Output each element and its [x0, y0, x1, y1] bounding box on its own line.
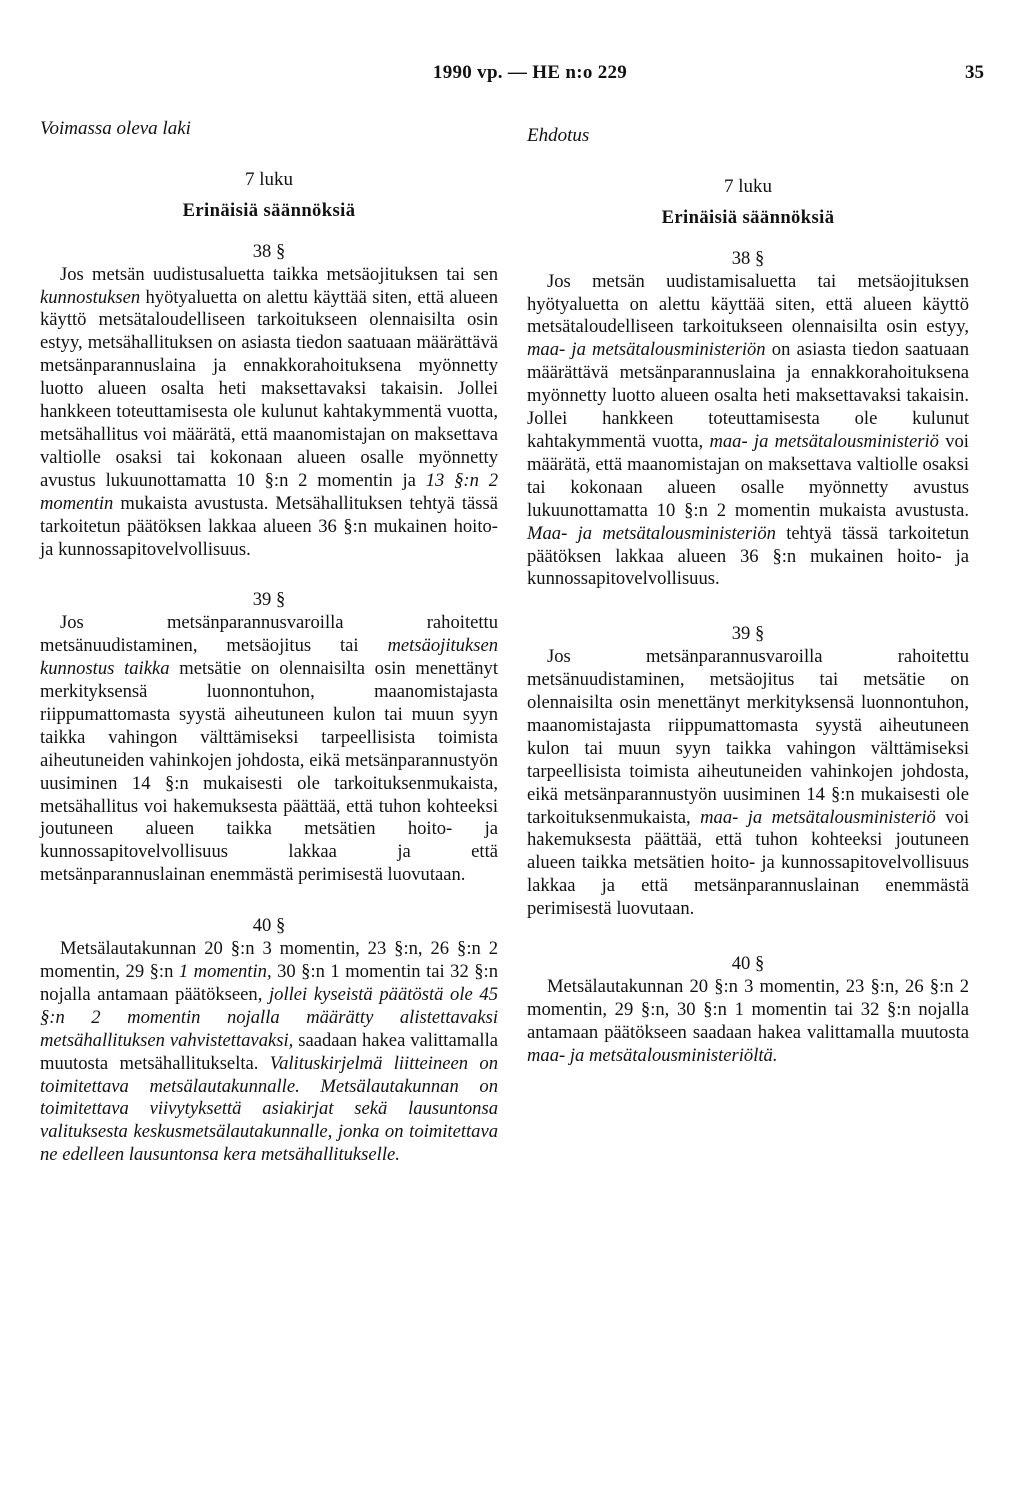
section-38-text: Jos metsän uudistusaluetta taikka metsäojituksen tai sen kunnostuksen hyötyaluetta on alettu käyttää siten, että alueen käyttö metsätaloudelliseen tarkoitukseen olennaisilta osin estyy, metsähallituksen on asiasta tiedon saatuaan määrättävä metsänparannuslaina ja ennakkorahoituksena myönnetty luotto alueen osalta heti maksettavaksi takaisin. Jollei hankkeen toteuttamisesta ole kulunut kahtakymmentä vuotta, metsähallitus voi määrätä, että maanomistajan on maksettava valtiolle osaksi tai kokonaan alueen osalle myönnetty avustus lukuunottamatta 10 §:n 2 momentin ja 13 §:n 2 momentin mukaista avustusta. Metsähallituksen tehtyä tässä tarkoitetun päätöksen lakkaa alueen 36 §:n mukainen hoito- ja kunnossapitovelvollisuus.	[40, 263, 499, 560]
chapter-title: Erinäisiä säännöksiä	[661, 206, 835, 228]
proposal-column	[527, 118, 969, 1068]
section-40-number: 40 §	[252, 915, 286, 937]
chapter-title: Erinäisiä säännöksiä	[182, 199, 356, 221]
page-number: 35	[965, 62, 984, 83]
section-38-number: 38 §	[252, 240, 286, 262]
section-39-text: Jos metsänparannusvaroilla rahoitettu metsänuudistaminen, metsäojitus tai metsätie on olennaisilta osin menettänyt merkityksensä luonnontuhon, maanomistajasta riippumattomasta syystä aiheutuneen kulon tai muun syyn taikka vahingon välttämiseksi tarpeellisista toimista aiheutuneiden vahinkojen johdosta, eikä metsänparannustyön uusiminen 14 §:n mukaisesti ole tarkoituksenmukaista, maa- ja metsätalousministeriö voi hakemuksesta päättää, että tuhon kohteeksi joutuneen alueen taikka metsätien hoito- ja kunnossapitovelvollisuus lakkaa ja että metsänparannuslainan enemmästä perimisestä luovutaan.	[527, 646, 969, 920]
section-39-text: Jos metsänparannusvaroilla rahoitettu metsänuudistaminen, metsäojitus tai metsäojituksen kunnostus taikka metsätie on olennaisilta osin menettänyt merkityksensä luonnontuhon, maanomistajasta riippumattomasta syystä aiheutuneen kulon tai muun syyn taikka vahingon välttämiseksi tarpeellisista toimista aiheutuneiden vahinkojen johdosta, eikä metsänparannustyön uusiminen 14 §:n mukaisesti ole tarkoituksenmukaista, metsähallitus voi hakemuksesta päättää, että tuhon kohteeksi joutuneen alueen taikka metsätien hoito- ja kunnossapitovelvollisuus lakkaa ja että metsänparannuslainan enemmästä perimisestä luovutaan.	[40, 612, 498, 886]
column-heading-proposal: Ehdotus	[527, 125, 590, 146]
section-38-text: Jos metsän uudistamisaluetta tai metsäojituksen hyötyaluetta on alettu käyttää siten, että alueen käyttö metsätaloudelliseen tarkoitukseen olennaisilta osin estyy, maa- ja metsätalousministeriön on asiasta tiedon saatuaan määrättävä metsänparannuslaina ja ennakkorahoituksena myönnetty luotto alueen osalta heti maksettavaksi takaisin. Jollei hankkeen toteuttamisesta ole kulunut kahtakymmentä vuotta, maa- ja metsätalousministeriö voi määrätä, että maanomistajan on maksettava valtiolle osaksi tai kokonaan alueen osalle myönnetty avustus lukuunottamatta 10 §:n 2 momentin mukaista avustusta. Maa- ja metsätalousministeriön tehtyä tässä tarkoitetun päätöksen lakkaa alueen 36 §:n mukainen hoito- ja kunnossapitovelvollisuus.	[527, 270, 969, 590]
section-40-number: 40 §	[731, 953, 765, 975]
document-reference: 1990 vp. — HE n:o 229	[432, 62, 628, 83]
section-39-number: 39 §	[252, 589, 286, 611]
section-40-text: Metsälautakunnan 20 §:n 3 momentin, 23 §:n, 26 §:n 2 momentin, 29 §:n 1 momentin, 30 §:n 1 momentin tai 32 §:n nojalla antamaan päätökseen, jollei kyseistä päätöstä ole 45 §:n 2 momentin nojalla määrätty alistettavaksi metsähallituksen vahvistettavaksi, saadaan hakea valittamalla muutosta metsähallitukselta. Valituskirjelmä liitteineen on toimitettava metsälautakunnalle. Metsälautakunnan on toimitettava viivytyksettä asiakirjat sekä lausuntonsa valituksesta keskusmetsälautakunnalle, jonka on toimitettava ne edelleen lausuntonsa kera metsähallitukselle.	[40, 938, 499, 1166]
chapter-number: 7 luku	[723, 175, 773, 197]
chapter-number: 7 luku	[244, 168, 294, 190]
section-39-number: 39 §	[731, 623, 765, 645]
column-heading-current-law: Voimassa oleva laki	[40, 118, 191, 139]
section-40-text: Metsälautakunnan 20 §:n 3 momentin, 23 §:n, 26 §:n 2 momentin, 29 §:n, 30 §:n 1 momentin tai 32 §:n nojalla antamaan päätökseen saadaan hakea valittamalla muutosta maa- ja metsätalousministeriöltä.	[527, 976, 969, 1066]
current-law-column	[40, 118, 498, 1167]
page-header	[0, 62, 1024, 92]
section-38-number: 38 §	[731, 247, 765, 269]
